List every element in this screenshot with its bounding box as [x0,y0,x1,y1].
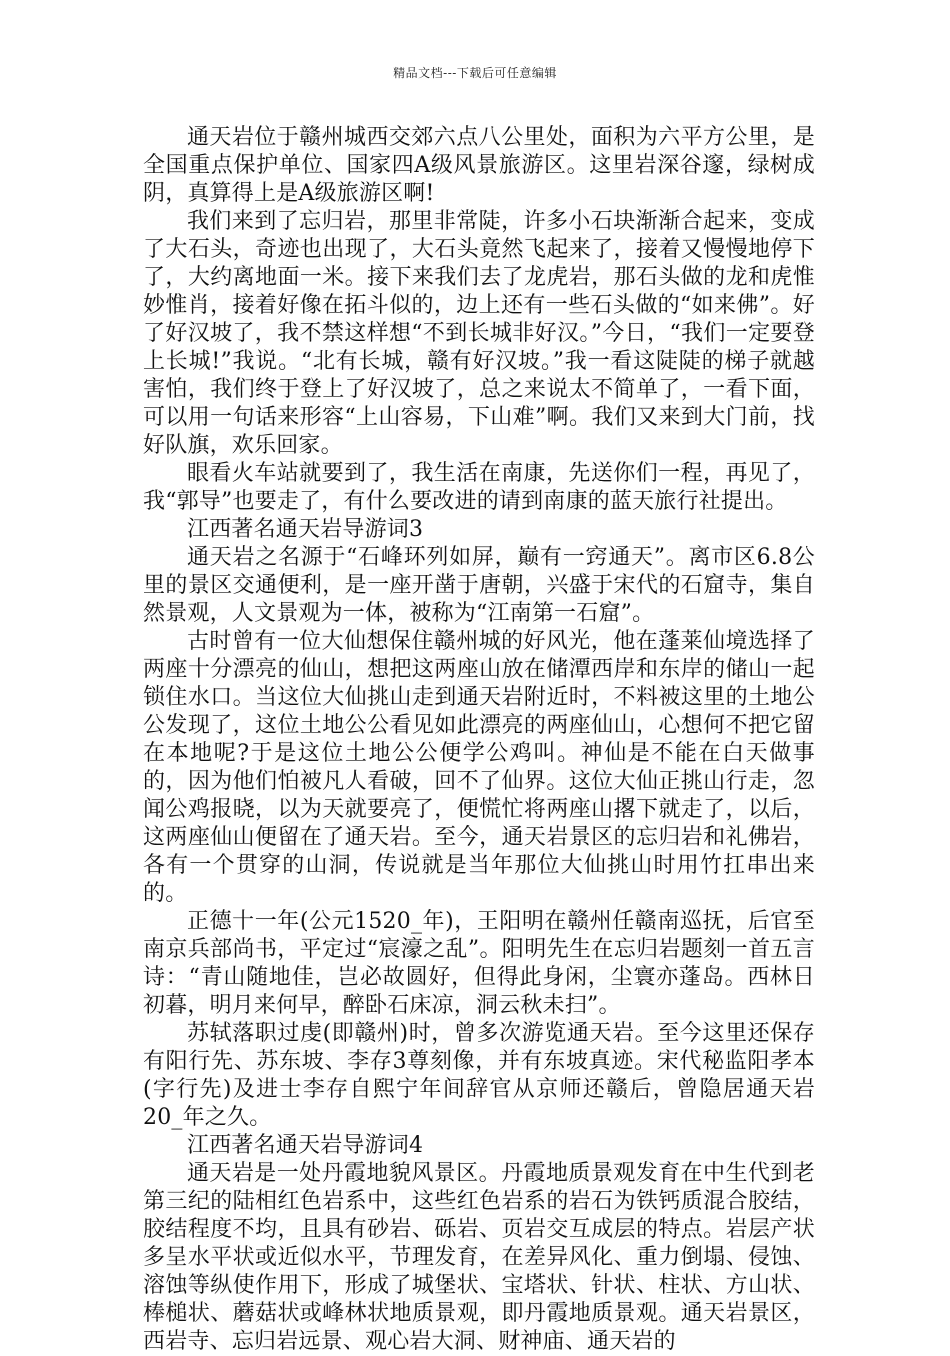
paragraph-danxia: 通天岩是一处丹霞地貌风景区。丹霞地质景观发育在中生代到老第三纪的陆相红色岩系中，这些红色岩系的岩石为铁钙质混合胶结，胶结程度不均，且具有砂岩、砾岩、页岩交互成层的特点。岩层产状多呈水平状或近似水平，节理发育，在差异风化、重力倒塌、侵蚀、溶蚀等纵使作用下，形成了城堡状、宝塔状、针状、柱状、方山状、棒槌状、蘑菇状或峰林状地质景观，即丹霞地质景观。通天岩景区，西岩寺、忘归岩远景、观心岩大洞、财神庙、通天岩的 [143,1161,815,1354]
section-heading-3: 江西著名通天岩导游词3 [187,517,424,542]
paragraph-legend: 古时曾有一位大仙想保住赣州城的好风光，他在蓬莱仙境选择了两座十分漂亮的仙山，想把这两座山放在储潭西岸和东岸的储山一起锁住水口。当这位大仙挑山走到通天岩附近时，不料被这里的土地公公发现了，这位土地公公看见如此漂亮的两座仙山，心想何不把它留在本地呢?于是这位土地公公便学公鸡叫。神仙是不能在白天做事的，因为他们怕被凡人看破，回不了仙界。这位大仙正挑山行走，忽闻公鸡报晓，以为天就要亮了，便慌忙将两座山撂下就走了，以后，这两座仙山便留在了通天岩。至今，通天岩景区的忘归岩和礼佛岩，各有一个贯穿的山洞，传说就是当年那位大仙挑山时用竹扛串出来的。 [143,629,815,906]
page-header: 精品文档---下载后可任意编辑 [393,66,557,80]
paragraph-wang-yangming: 正德十一年(公元1520_年)，王阳明在赣州任赣南巡抚，后官至南京兵部尚书，平定过“宸濠之乱”。阳明先生在忘归岩题刻一首五言诗：“青山随地佳，岂必故圆好，但得此身闲，尘寰亦蓬岛。西林日初暮，明月来何早，醉卧石床凉，洞云秋未扫”。 [143,909,815,1018]
paragraph-intro: 通天岩位于赣州城西交郊六点八公里处，面积为六平方公里，是全国重点保护单位、国家四A级风景旅游区。这里岩深谷邃，绿树成阴，真算得上是A级旅游区啊! [143,125,815,206]
section-heading-4: 江西著名通天岩导游词4 [187,1133,424,1158]
paragraph-name-origin: 通天岩之名源于“石峰环列如屏，巅有一窍通天”。离市区6.8公里的景区交通便利，是一座开凿于唐朝，兴盛于宋代的石窟寺，集自然景观，人文景观为一体，被称为“江南第一石窟”。 [143,545,815,626]
paragraph-farewell: 眼看火车站就要到了，我生活在南康，先送你们一程，再见了，我“郭导”也要走了，有什么要改进的请到南康的蓝天旅行社提出。 [143,461,815,514]
paragraph-wanggui-rock: 我们来到了忘归岩，那里非常陡，许多小石块渐渐合起来，变成了大石头，奇迹也出现了，大石头竟然飞起来了，接着又慢慢地停下了，大约离地面一米。接下来我们去了龙虎岩，那石头做的龙和虎惟妙惟肖，接着好像在拓斗似的，边上还有一些石头做的“如来佛”。好了好汉坡了，我不禁这样想“不到长城非好汉。”今日，“我们一定要登上长城!”我说。“北有长城，赣有好汉坡。”我一看这陡陡的梯子就越害怕，我们终于登上了好汉坡了，总之来说太不简单了，一看下面，可以用一句话来形容“上山容易，下山难”啊。我们又来到大门前，找好队旗，欢乐回家。 [143,209,815,458]
paragraph-su-shi: 苏轼落职过虔(即赣州)时，曾多次游览通天岩。至今这里还保存有阳行先、苏东坡、李存3尊刻像，并有东坡真迹。宋代秘监阳孝本(字行先)及进士李存自熙宁年间辞官从京师还赣后，曾隐居通天岩20_年之久。 [143,1021,815,1130]
document-body [143,124,815,1356]
